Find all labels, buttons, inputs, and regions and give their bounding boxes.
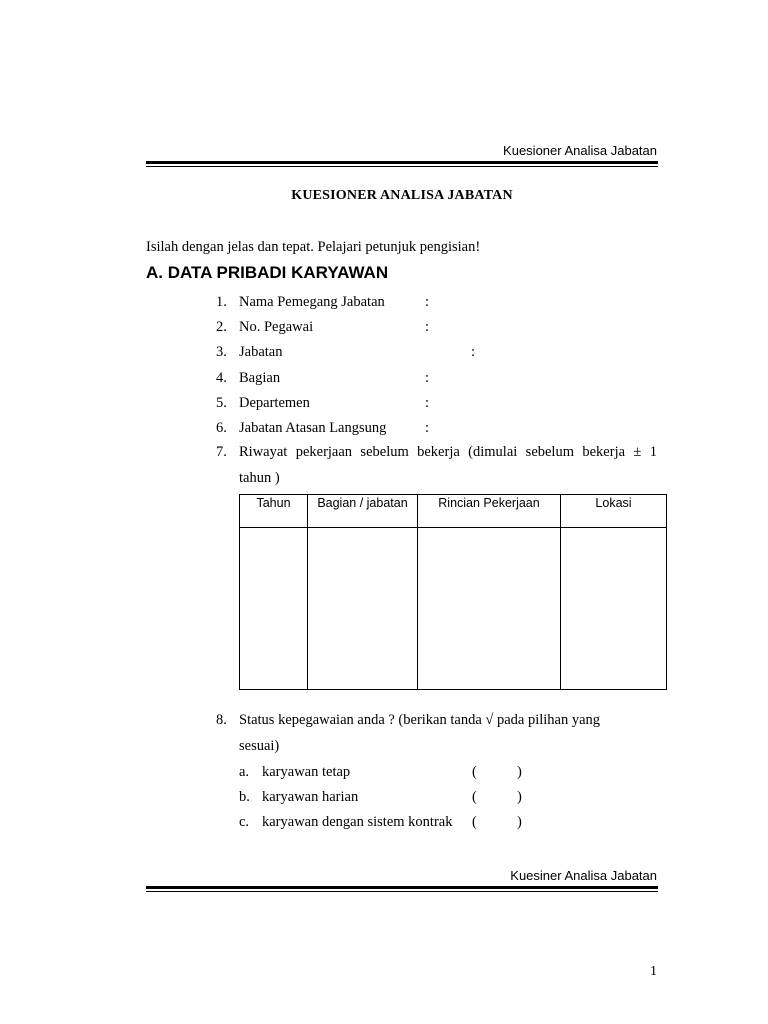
column-header-rincian-pekerjaan: Rincian Pekerjaan bbox=[418, 495, 561, 528]
checkbox-open-paren[interactable]: ( bbox=[472, 814, 477, 830]
column-header-tahun: Tahun bbox=[240, 495, 308, 528]
field-bagian[interactable] bbox=[216, 370, 430, 387]
option-letter: c. bbox=[239, 814, 250, 830]
field-no-pegawai[interactable] bbox=[216, 319, 430, 336]
work-history-table bbox=[239, 494, 667, 690]
option-label: karyawan dengan sistem kontrak bbox=[262, 814, 453, 830]
item7-question-line1: Riwayat pekerjaan sebelum bekerja (dimulai sebelum bekerja ± 1 bbox=[239, 444, 657, 460]
field-colon: : bbox=[425, 319, 430, 335]
footer-rule-thick bbox=[146, 886, 658, 889]
field-colon: : bbox=[425, 294, 430, 310]
field-label: No. Pegawai bbox=[239, 319, 314, 335]
field-number: 2. bbox=[216, 319, 227, 335]
field-label: Jabatan bbox=[239, 344, 283, 360]
cell-tahun[interactable] bbox=[240, 528, 308, 690]
document-title: KUESIONER ANALISA JABATAN bbox=[291, 188, 513, 203]
checkbox-close-paren[interactable]: ) bbox=[517, 814, 522, 830]
field-number: 1. bbox=[216, 294, 227, 310]
column-header-bagian-jabatan: Bagian / jabatan bbox=[308, 495, 418, 528]
field-colon: : bbox=[425, 395, 430, 411]
item7-question-line2: tahun ) bbox=[239, 470, 280, 486]
header-rule-thick bbox=[146, 161, 658, 164]
item8-question-line2: sesuai) bbox=[239, 738, 280, 754]
running-header: Kuesioner Analisa Jabatan bbox=[503, 143, 657, 158]
column-header-lokasi: Lokasi bbox=[561, 495, 667, 528]
field-label: Nama Pemegang Jabatan bbox=[239, 294, 385, 310]
option-label: karyawan tetap bbox=[262, 764, 351, 780]
checkbox-close-paren[interactable]: ) bbox=[517, 764, 522, 780]
field-colon: : bbox=[471, 344, 476, 360]
field-label: Departemen bbox=[239, 395, 310, 411]
item8-question-line1: Status kepegawaian anda ? (berikan tanda √ pada pilihan yang bbox=[239, 712, 601, 728]
field-departemen[interactable] bbox=[216, 395, 430, 412]
field-jabatan[interactable] bbox=[216, 344, 476, 361]
option-letter: b. bbox=[239, 789, 250, 805]
field-label: Jabatan Atasan Langsung bbox=[239, 420, 387, 436]
section-a-heading: A. DATA PRIBADI KARYAWAN bbox=[146, 263, 389, 282]
option-label: karyawan harian bbox=[262, 789, 359, 805]
cell-lokasi[interactable] bbox=[561, 528, 667, 690]
checkbox-open-paren[interactable]: ( bbox=[472, 789, 477, 805]
option-letter: a. bbox=[239, 764, 250, 780]
header-rule-thin bbox=[146, 166, 658, 167]
instruction-text: Isilah dengan jelas dan tepat. Pelajari petunjuk pengisian! bbox=[146, 239, 481, 255]
table-header-row bbox=[240, 495, 667, 528]
field-label: Bagian bbox=[239, 370, 281, 386]
field-nama-pemegang-jabatan[interactable] bbox=[216, 294, 430, 311]
field-number: 5. bbox=[216, 395, 227, 411]
checkbox-close-paren[interactable]: ) bbox=[517, 789, 522, 805]
field-number: 6. bbox=[216, 420, 227, 436]
page-number: 1 bbox=[650, 964, 657, 979]
item7-number: 7. bbox=[216, 444, 227, 460]
field-number: 4. bbox=[216, 370, 227, 386]
item8-number: 8. bbox=[216, 712, 227, 728]
field-number: 3. bbox=[216, 344, 227, 360]
checkbox-open-paren[interactable]: ( bbox=[472, 764, 477, 780]
field-jabatan-atasan-langsung[interactable] bbox=[216, 420, 430, 437]
field-colon: : bbox=[425, 420, 430, 436]
footer-rule-thin bbox=[146, 891, 658, 892]
field-colon: : bbox=[425, 370, 430, 386]
cell-bagian-jabatan[interactable] bbox=[308, 528, 418, 690]
running-footer: Kuesiner Analisa Jabatan bbox=[510, 868, 657, 883]
table-row[interactable] bbox=[240, 528, 667, 690]
cell-rincian-pekerjaan[interactable] bbox=[418, 528, 561, 690]
